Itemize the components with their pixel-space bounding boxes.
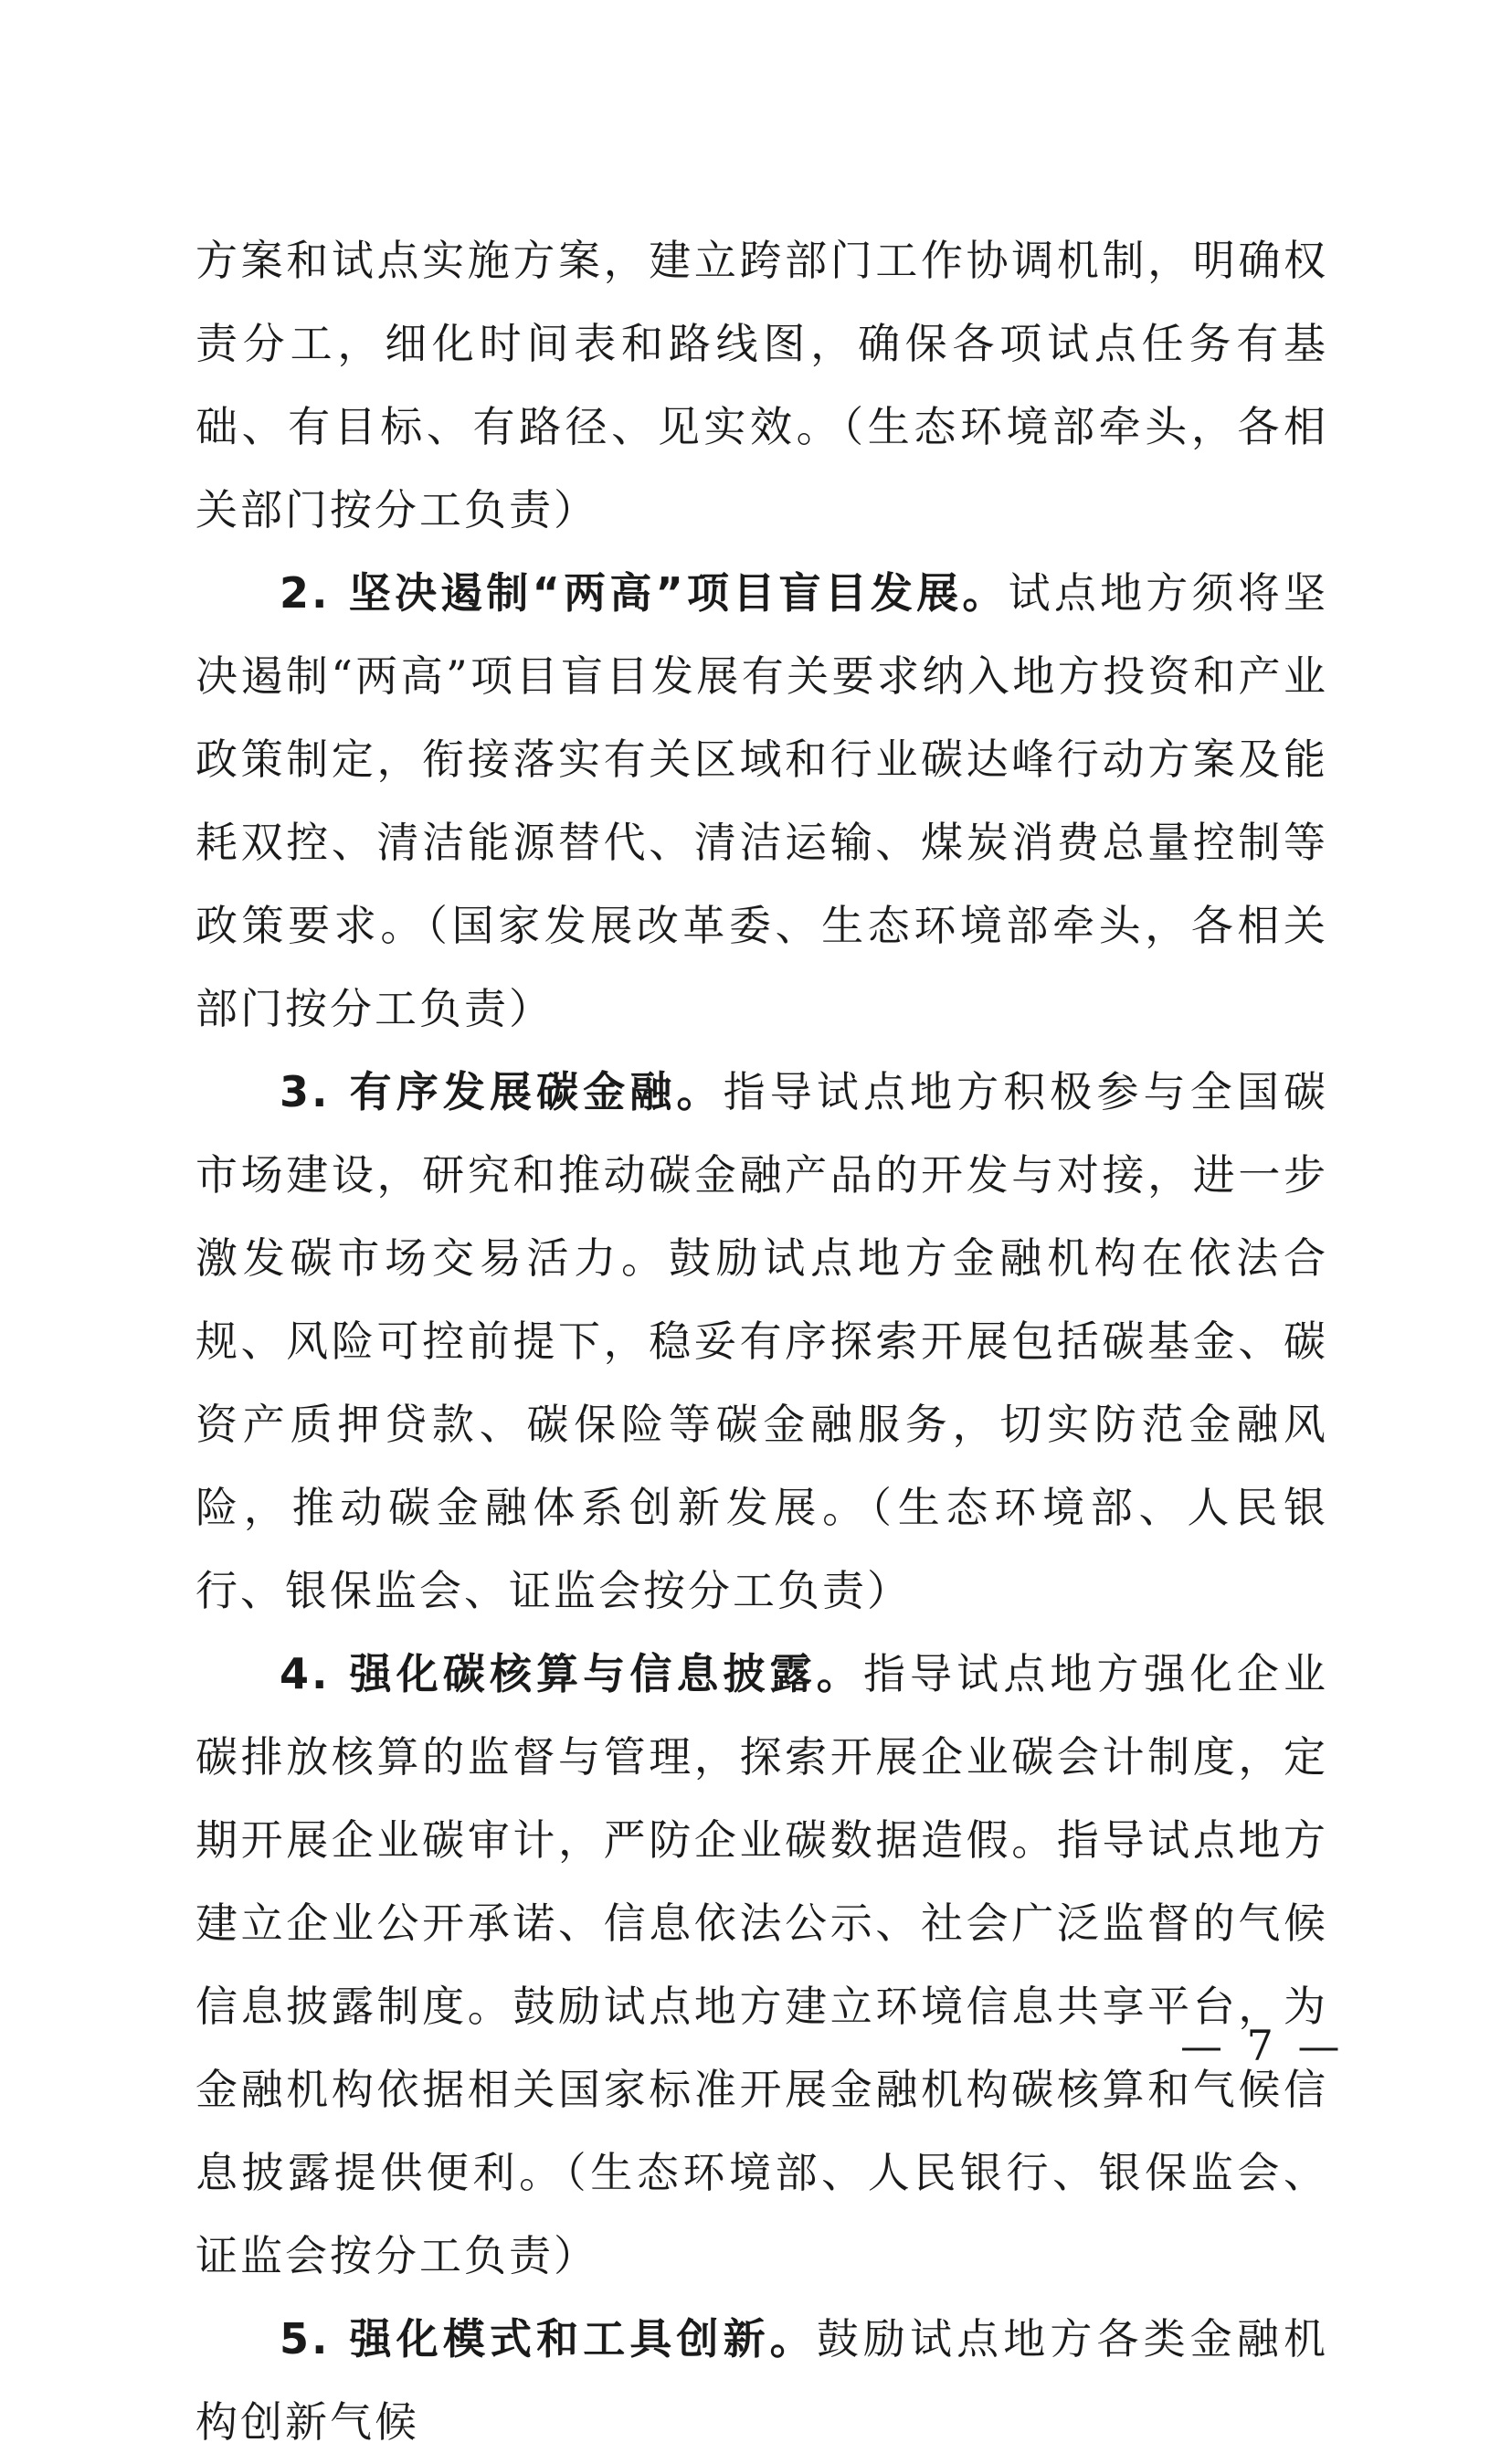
paragraph-3-body: 指导试点地方积极参与全国碳市场建设，研究和推动碳金融产品的开发与对接，进一步激发碳市场交易活力。鼓励试点地方金融机构在依法合规、风险可控前提下，稳妥有序探索开展包括碳基金、碳资产质押贷款、碳保险等碳金融服务，切实防范金融风险，推动碳金融体系创新发展。（生态环境部、人民银行、银保监会、证监会按分工负责） [195,1067,1329,1615]
paragraph-5-heading: 5. 强化模式和工具创新。 [280,2314,817,2364]
paragraph-3 [195,1051,1328,1633]
paragraph-1-body: 方案和试点实施方案，建立跨部门工作协调机制，明确权责分工，细化时间表和路线图，确保各项试点任务有基础、有目标、有路径、见实效。（生态环境部牵头，各相关部门按分工负责） [195,236,1328,534]
document-body [195,219,1328,2464]
page-number: — 7 — [1180,2021,1346,2070]
paragraph-5 [195,2298,1328,2464]
paragraph-2-body: 试点地方须将坚决遏制“两高”项目盲目发展有关要求纳入地方投资和产业政策制定，衔接落实有关区域和行业碳达峰行动方案及能耗双控、清洁能源替代、清洁运输、煤炭消费总量控制等政策要求。（国家发展改革委、生态环境部牵头，各相关部门按分工负责） [195,568,1328,1033]
paragraph-4-body: 指导试点地方强化企业碳排放核算的监督与管理，探索开展企业碳会计制度，定期开展企业碳审计，严防企业碳数据造假。指导试点地方建立企业公开承诺、信息依法公示、社会广泛监督的气候信息披露制度。鼓励试点地方建立环境信息共享平台，为金融机构依据相关国家标准开展金融机构碳核算和气候信息披露提供便利。（生态环境部、人民银行、银保监会、证监会按分工负责） [195,1649,1329,2280]
paragraph-4-heading: 4. 强化碳核算与信息披露。 [280,1649,863,1698]
paragraph-1 [195,219,1328,552]
paragraph-2 [195,552,1328,1051]
paragraph-4 [195,1633,1328,2298]
paragraph-3-heading: 3. 有序发展碳金融。 [280,1067,724,1116]
paragraph-5-body: 鼓励试点地方各类金融机构创新气候 [195,2314,1329,2447]
paragraph-2-heading: 2. 坚决遏制“两高”项目盲目发展。 [280,568,1009,618]
